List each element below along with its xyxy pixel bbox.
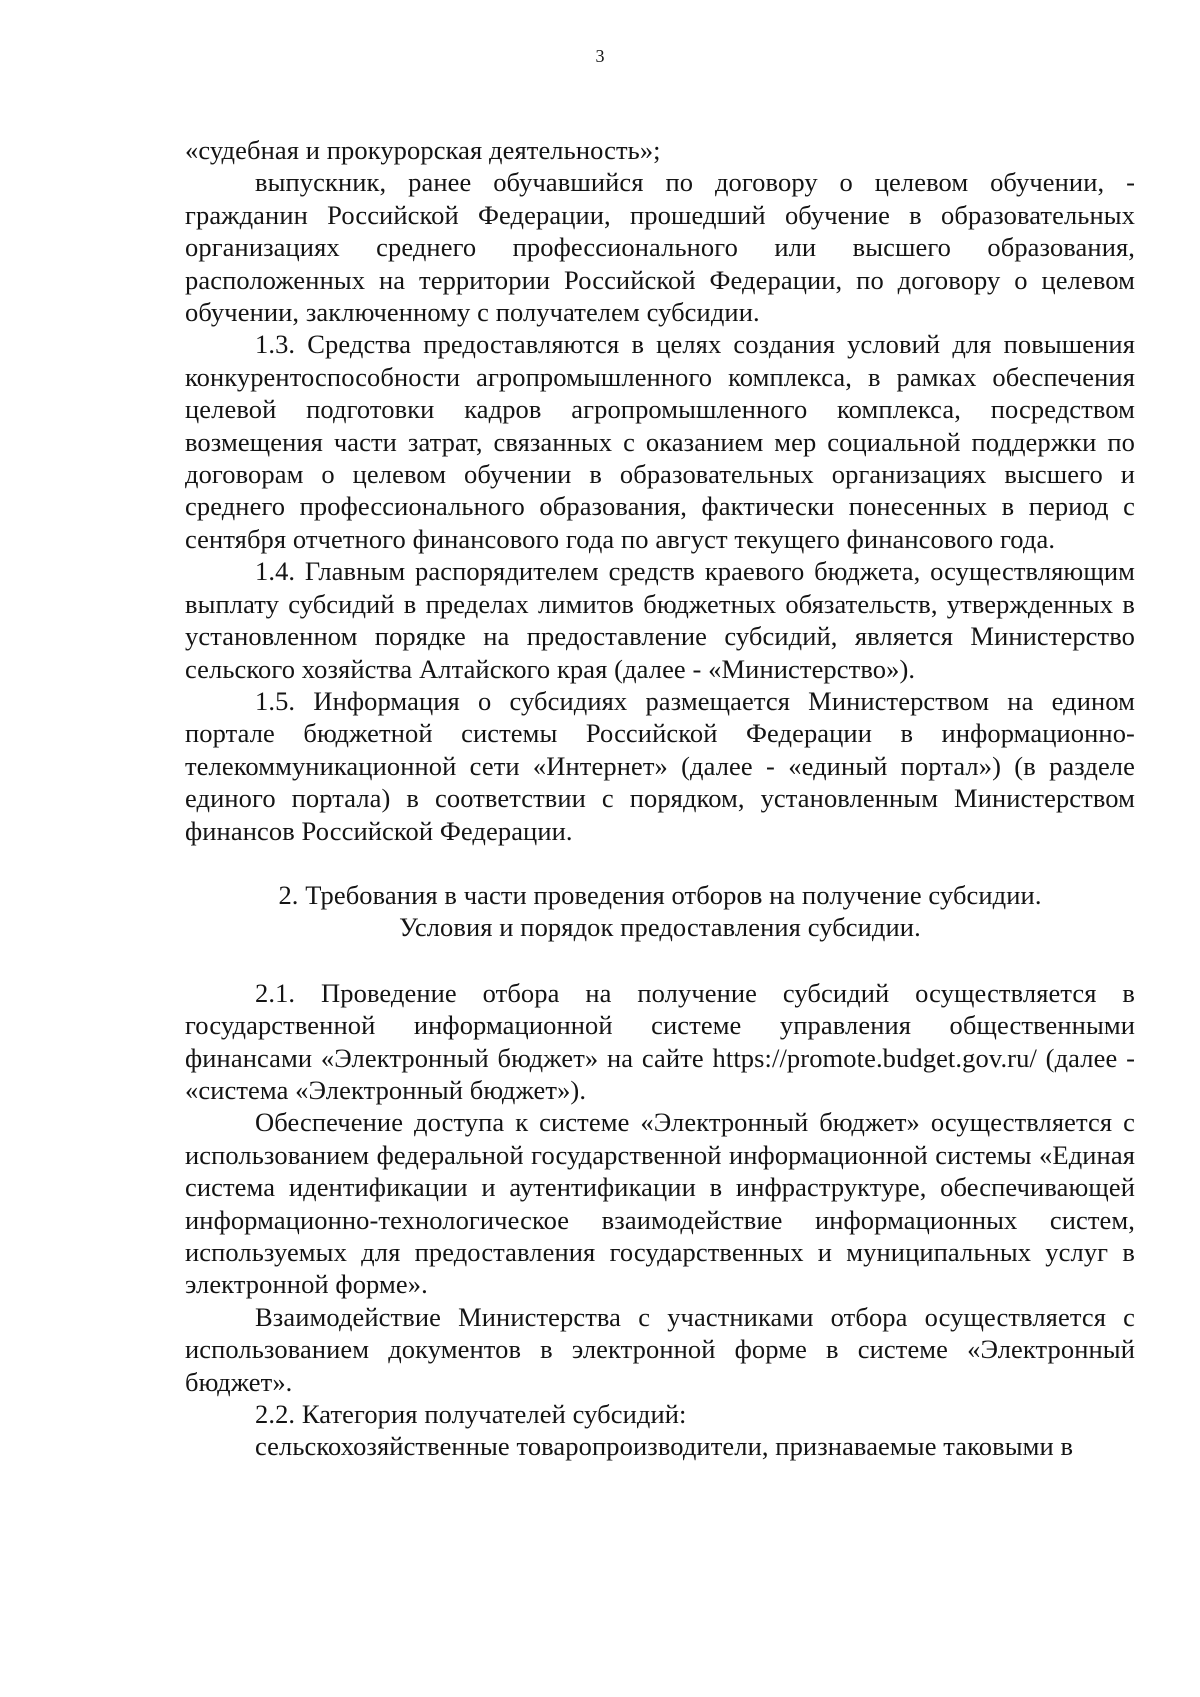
document-body	[185, 134, 1135, 1463]
paragraph-interaction: Взаимодействие Министерства с участниками отбора осуществляется с использованием документов в электронной форме в системе «Электронный бюджет».	[185, 1301, 1135, 1397]
paragraph-2-1: 2.1. Проведение отбора на получение субсидий осуществляется в государственной информационной системе управления общественными финансами «Электронный бюджет» на сайте https://promote.budget.gov.ru/ (далее - «система «Электронный бюджет»).	[185, 977, 1135, 1105]
paragraph-2-2: 2.2. Категория получателей субсидий:	[255, 1399, 687, 1430]
section-2-heading-line2: Условия и порядок предоставления субсидии.	[399, 912, 921, 943]
paragraph-recipients: сельскохозяйственные товаропроизводители, признаваемые таковыми в	[255, 1431, 1074, 1462]
paragraph-graduate-definition: выпускник, ранее обучавшийся по договору о целевом обучении, - гражданин Российской Федерации, прошедший обучение в образовательных организациях среднего профессионального или высшего образования, расположенных на территории Российской Федерации, по договору о целевом обучении, заключенному с получателем субсидии.	[185, 167, 1135, 328]
page-number: 3	[595, 46, 605, 66]
section-2-heading	[185, 879, 1135, 944]
paragraph-1-5: 1.5. Информация о субсидиях размещается Министерством на едином портале бюджетной системы Российской Федерации в информационно-телекоммуникационной сети «Интернет» (далее - «единый портал») (в разделе единого портала) в соответствии с порядком, установленным Министерством финансов Российской Федерации.	[185, 685, 1135, 846]
paragraph-1-4: 1.4. Главным распорядителем средств краевого бюджета, осуществляющим выплату субсидий в пределах лимитов бюджетных обязательств, утвержденных в установленном порядке на предоставление субсидий, является Министерство сельского хозяйства Алтайского края (далее - «Министерство»).	[185, 556, 1135, 684]
paragraph-1-3: 1.3. Средства предоставляются в целях создания условий для повышения конкурентоспособности агропромышленного комплекса, в рамках обеспечения целевой подготовки кадров агропромышленного комплекса, посредством возмещения части затрат, связанных с оказанием мер социальной поддержки по договорам о целевом обучении в образовательных организациях высшего и среднего профессионального образования, фактически понесенных в период с сентября отчетного финансового года по август текущего финансового года.	[185, 329, 1135, 554]
paragraph-access-provision: Обеспечение доступа к системе «Электронный бюджет» осуществляется с использованием федеральной государственной информационной системы «Единая система идентификации и аутентификации в инфраструктуре, обеспечивающей информационно-технологическое взаимодействие информационных систем, используемых для предоставления государственных и муниципальных услуг в электронной форме».	[185, 1107, 1135, 1300]
paragraph-court-activity: «судебная и прокурорская деятельность»;	[185, 135, 661, 165]
section-2-heading-line1: 2. Требования в части проведения отборов на получение субсидии.	[278, 879, 1042, 910]
